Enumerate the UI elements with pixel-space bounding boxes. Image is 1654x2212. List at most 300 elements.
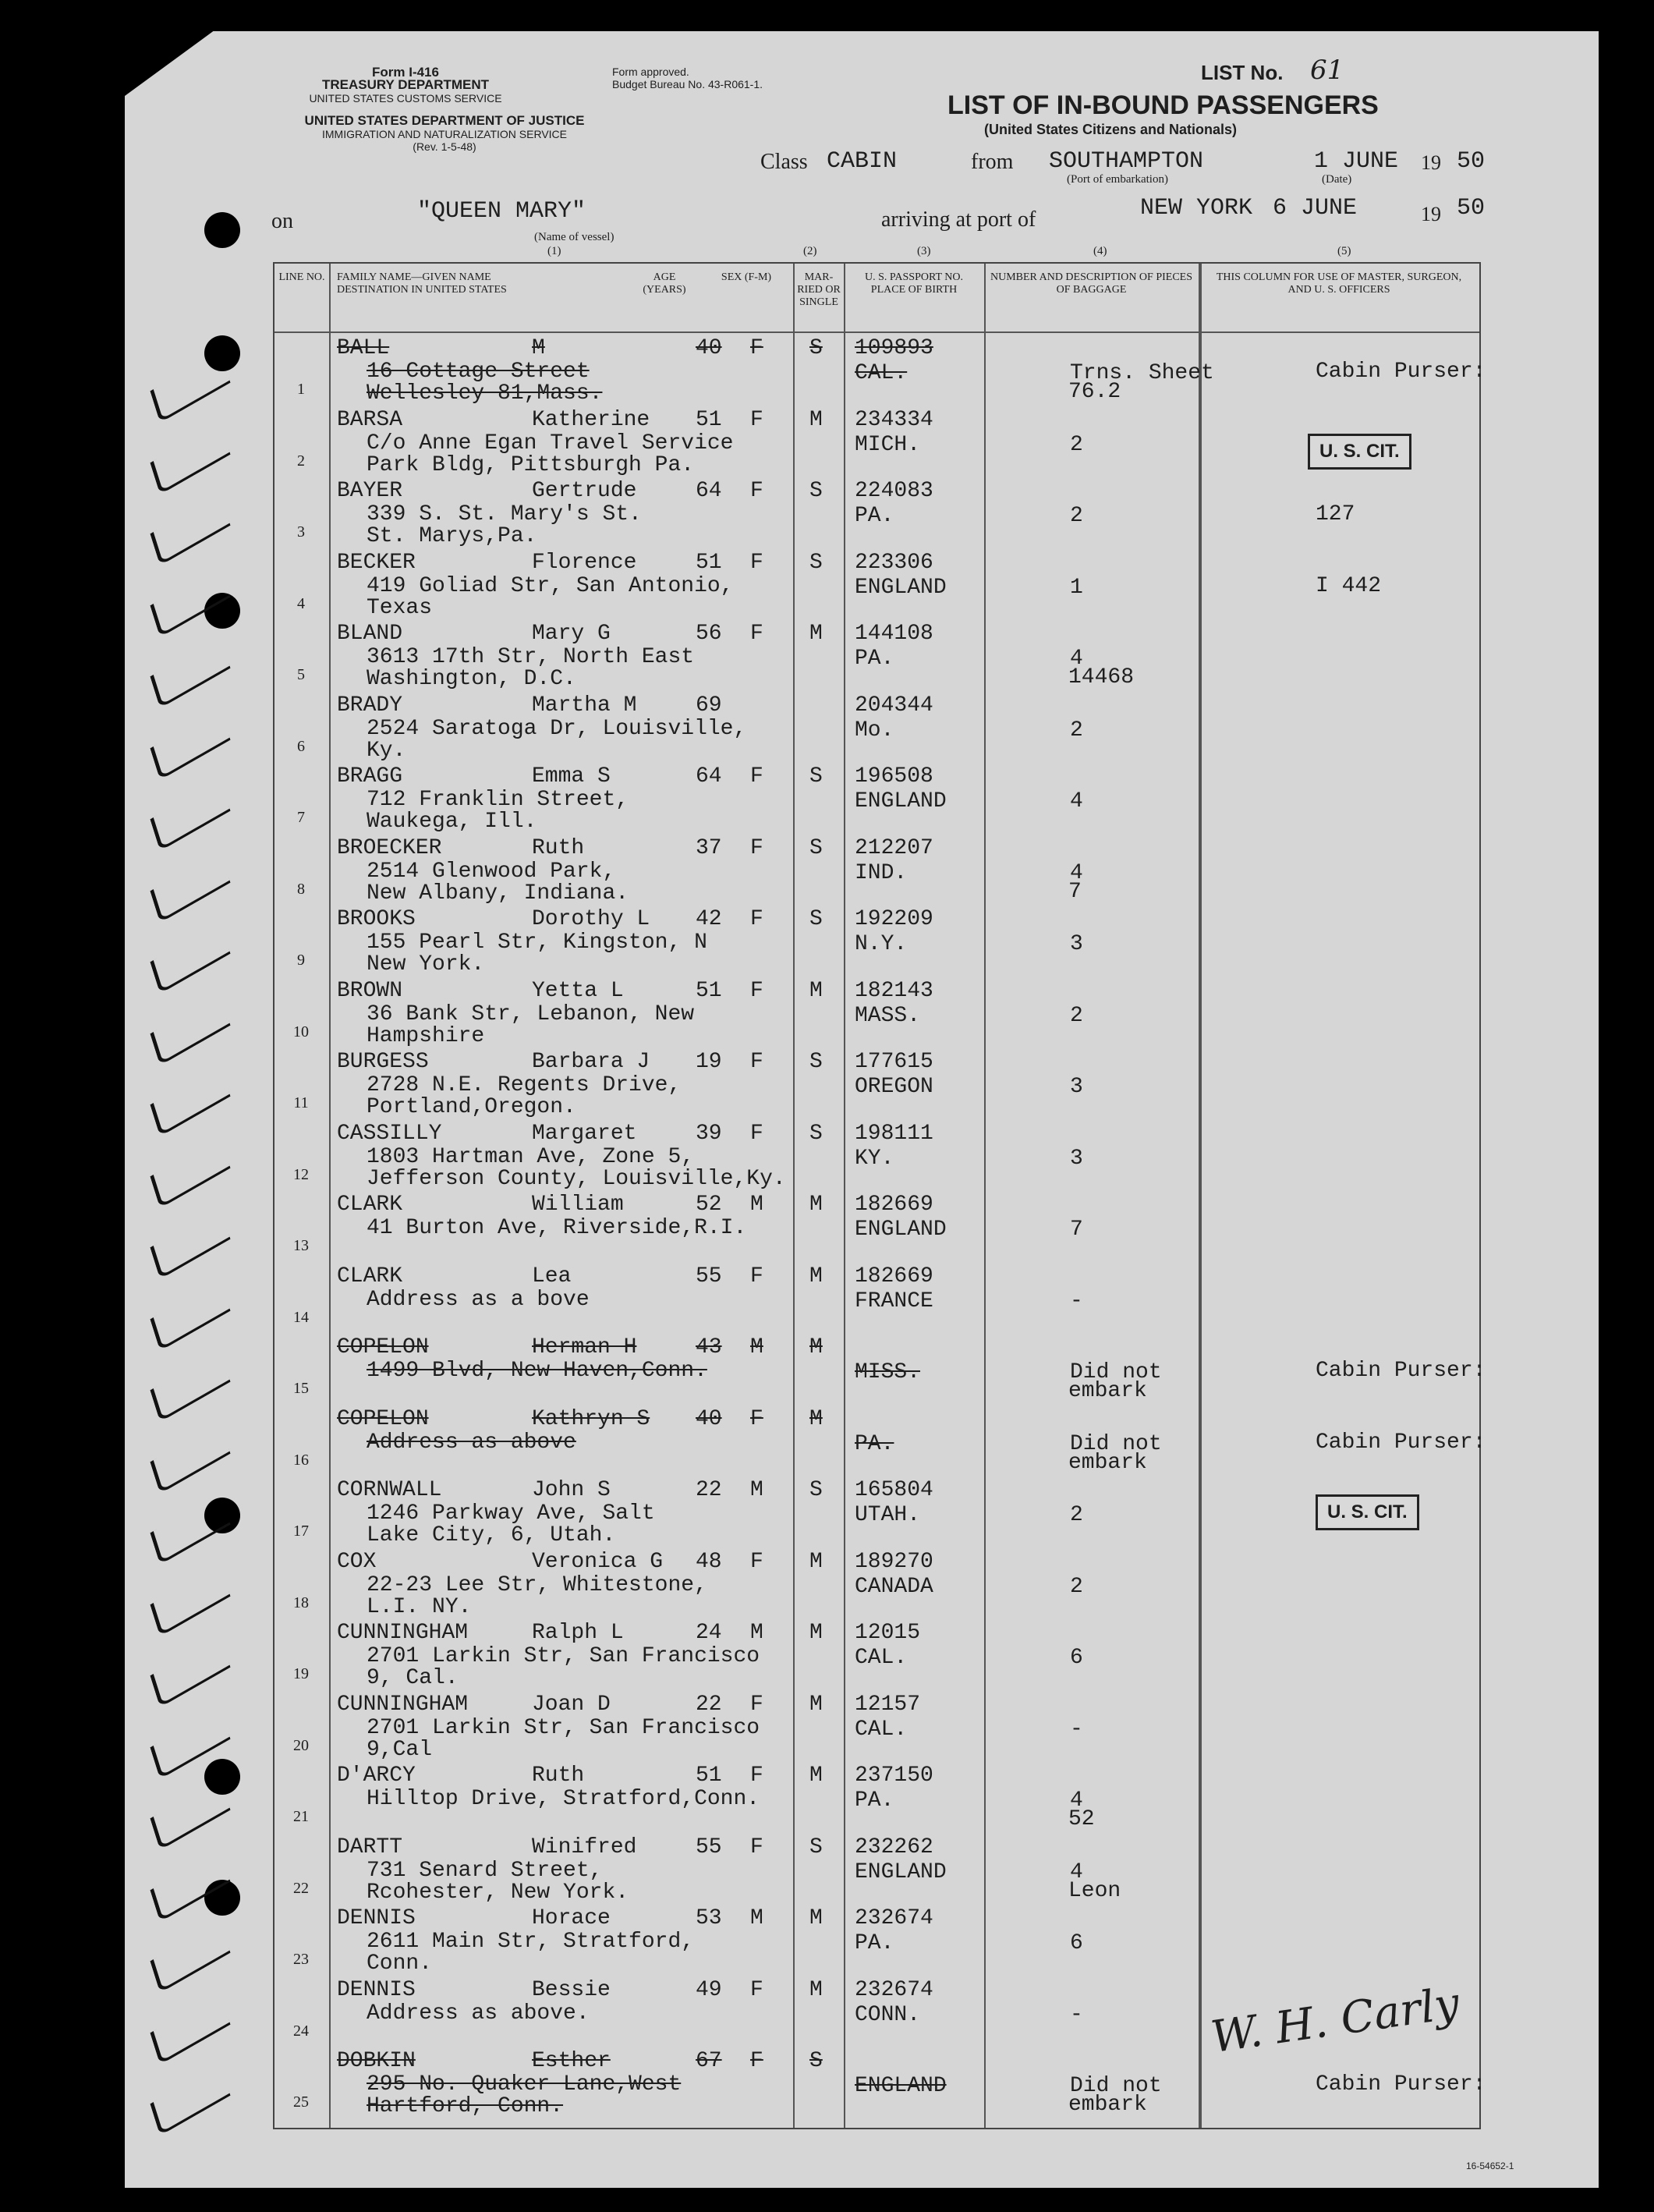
address-line-1: 2701 Larkin Str, San Francisco <box>367 1715 760 1740</box>
vessel-col-number: (1) <box>547 245 561 257</box>
line-number: 15 <box>293 1380 309 1397</box>
table-row <box>274 978 1479 1051</box>
address-line-1: 339 S. St. Mary's St. <box>367 502 642 526</box>
line-number: 14 <box>293 1308 309 1326</box>
surname: BRAGG <box>337 764 403 789</box>
place-of-birth: PA. <box>855 647 894 671</box>
table-row <box>274 335 1486 408</box>
age: 67 <box>696 2049 722 2073</box>
address-line-2: Jefferson County, Louisville,Ky. <box>367 1166 786 1191</box>
baggage: 2 <box>1070 1503 1083 1527</box>
baggage: 4 <box>1070 647 1083 671</box>
line-number: 25 <box>293 2093 309 2111</box>
address-line-1: 1499 Blvd, New Haven,Conn. <box>367 1359 707 1383</box>
line-number: 10 <box>293 1023 309 1040</box>
baggage-note: Leon <box>1068 1878 1121 1903</box>
passport-number: 224083 <box>855 479 933 503</box>
baggage: 2 <box>1070 1003 1083 1028</box>
line-number: 21 <box>293 1808 309 1825</box>
embark-date: 1 JUNE <box>1314 148 1399 175</box>
budget-bureau: Budget Bureau No. 43-R061-1. <box>612 78 763 90</box>
given-name: Martha M <box>532 693 637 718</box>
line-number: 24 <box>293 2022 309 2040</box>
line-number: 13 <box>293 1237 309 1254</box>
line-number: 7 <box>297 809 305 826</box>
marital-status: S <box>809 479 823 503</box>
baggage-note: 14468 <box>1068 665 1135 689</box>
given-name: Herman H <box>532 1335 637 1359</box>
sex: F <box>750 1549 763 1574</box>
age: 40 <box>696 1406 722 1431</box>
given-name: Margaret <box>532 1121 637 1146</box>
place-of-birth: CAL. <box>855 361 908 385</box>
marital-status: M <box>809 1406 823 1431</box>
baggage-note: embark <box>1068 2093 1147 2117</box>
surname: COPELON <box>337 1335 429 1359</box>
sex: F <box>750 1977 763 2002</box>
vessel-name: "QUEEN MARY" <box>417 198 586 225</box>
given-name: John S <box>532 1478 611 1502</box>
given-name: Horace <box>532 1906 611 1930</box>
baggage: 4 <box>1070 860 1083 885</box>
address-line-1: 419 Goliad Str, San Antonio, <box>367 573 734 598</box>
address-line-2: Hartford, Conn. <box>367 2094 564 2118</box>
sex: F <box>750 2049 763 2073</box>
line-number: 16 <box>293 1451 309 1469</box>
header-line-no: LINE NO. <box>278 271 325 283</box>
line-number: 9 <box>297 952 305 969</box>
baggage: 2 <box>1070 718 1083 743</box>
address-line-2: New Albany, Indiana. <box>367 881 629 906</box>
address-line-1: 1246 Parkway Ave, Salt <box>367 1501 655 1526</box>
line-number: 23 <box>293 1951 309 1968</box>
marital-status: S <box>809 1050 823 1074</box>
sex: F <box>750 978 763 1003</box>
age: 55 <box>696 1264 722 1289</box>
address-line-2: Park Bldg, Pittsburgh Pa. <box>367 452 695 477</box>
table-row <box>274 2048 1486 2121</box>
address-line-1: 2728 N.E. Regents Drive, <box>367 1073 682 1097</box>
surname: CLARK <box>337 1264 403 1289</box>
on-label: on <box>271 209 293 233</box>
place-of-birth: FRANCE <box>855 1289 933 1313</box>
officer-note: Cabin Purser: <box>1316 1359 1486 1383</box>
age: 37 <box>696 835 722 860</box>
sex: M <box>750 1906 763 1930</box>
address-line-1: 41 Burton Ave, Riverside,R.I. <box>367 1216 747 1240</box>
given-name: Kathryn S <box>532 1406 650 1431</box>
passport-number: 237150 <box>855 1764 933 1788</box>
line-number: 22 <box>293 1879 309 1897</box>
given-name: Esther <box>532 2049 611 2073</box>
baggage: Did not <box>1070 1360 1162 1384</box>
place-of-birth: ENGLAND <box>855 1859 947 1884</box>
age: 64 <box>696 479 722 503</box>
age: 55 <box>696 1834 722 1859</box>
date-caption: (Date) <box>1322 173 1352 186</box>
age: 22 <box>696 1478 722 1502</box>
place-of-birth: ENGLAND <box>855 789 947 814</box>
line-number: 5 <box>297 666 305 683</box>
from-label: from <box>971 150 1014 174</box>
marital-status: M <box>809 1977 823 2002</box>
place-of-birth: UTAH. <box>855 1503 921 1527</box>
surname: BRADY <box>337 693 403 718</box>
arrival-year-prefix: 19 <box>1421 203 1441 225</box>
given-name: Veronica G <box>532 1549 664 1574</box>
baggage-note: 76.2 <box>1068 380 1121 404</box>
marital-status: M <box>809 978 823 1003</box>
age: 43 <box>696 1335 722 1359</box>
col-number-3: (3) <box>917 245 931 257</box>
header-baggage: NUMBER AND DESCRIPTION OF PIECES OF BAGGAGE <box>990 271 1193 296</box>
place-of-birth: CANADA <box>855 1574 933 1599</box>
passport-number: 109893 <box>855 336 933 360</box>
baggage-note: embark <box>1068 1379 1147 1403</box>
address-line-1: 295 No. Quaker Lane,West <box>367 2072 682 2097</box>
sex: M <box>750 1621 763 1645</box>
surname: CUNNINGHAM <box>337 1621 469 1645</box>
marital-status: S <box>809 764 823 789</box>
passport-number: 189270 <box>855 1549 933 1574</box>
address-line-1: 2524 Saratoga Dr, Louisville, <box>367 716 747 741</box>
given-name: Florence <box>532 550 637 575</box>
age: 51 <box>696 1764 722 1788</box>
marital-status: M <box>809 407 823 432</box>
passport-number: 232262 <box>855 1834 933 1859</box>
marital-status: M <box>809 1692 823 1717</box>
passport-number: 177615 <box>855 1050 933 1074</box>
header-family-name: FAMILY NAME—GIVEN NAME DESTINATION IN UNITED STATES <box>337 271 507 296</box>
place-of-birth: PA. <box>855 504 894 528</box>
passport-number: 165804 <box>855 1478 933 1502</box>
sex: M <box>750 1478 763 1502</box>
marital-status: S <box>809 907 823 931</box>
age: 64 <box>696 764 722 789</box>
age: 24 <box>696 1621 722 1645</box>
officer-note: 127 <box>1316 502 1355 526</box>
baggage-note: embark <box>1068 1450 1147 1475</box>
place-of-birth: MASS. <box>855 1003 921 1028</box>
customs-service: UNITED STATES CUSTOMS SERVICE <box>309 92 502 105</box>
place-of-birth: Mo. <box>855 718 894 743</box>
baggage: 1 <box>1070 575 1083 600</box>
table-row <box>274 1763 1479 1835</box>
surname: BALL <box>337 336 390 360</box>
table-row <box>274 1121 1479 1193</box>
line-number: 8 <box>297 880 305 898</box>
address-line-2: Texas <box>367 595 433 620</box>
table-row <box>274 1192 1479 1264</box>
table-row <box>274 1905 1479 1978</box>
line-number: 17 <box>293 1523 309 1540</box>
us-citizen-stamp: U. S. CIT. <box>1316 1494 1419 1530</box>
given-name: Emma S <box>532 764 611 789</box>
sex: F <box>750 1834 763 1859</box>
vessel-caption: (Name of vessel) <box>534 231 614 243</box>
sex: F <box>750 550 763 575</box>
passport-number: 198111 <box>855 1121 933 1146</box>
address-line-1: 2701 Larkin Str, San Francisco <box>367 1644 760 1668</box>
form-approved: Form approved. <box>612 66 689 78</box>
table-row <box>274 1549 1479 1622</box>
line-number: 1 <box>297 381 305 398</box>
address-line-1: 22-23 Lee Str, Whitestone, <box>367 1572 707 1597</box>
sex: M <box>750 1335 763 1359</box>
arrival-date: 6 JUNE <box>1273 195 1358 222</box>
surname: D'ARCY <box>337 1764 416 1788</box>
revision: (Rev. 1-5-48) <box>413 140 476 153</box>
line-number: 18 <box>293 1593 309 1611</box>
age: 49 <box>696 1977 722 2002</box>
us-citizen-stamp: U. S. CIT. <box>1308 434 1411 470</box>
baggage: Did not <box>1070 2074 1162 2098</box>
marital-status: M <box>809 1906 823 1930</box>
baggage: 6 <box>1070 1646 1083 1670</box>
baggage: - <box>1070 1289 1083 1313</box>
col-number-5: (5) <box>1337 245 1351 257</box>
address-line-1: 712 Franklin Street, <box>367 788 629 812</box>
given-name: Yetta L <box>532 978 624 1003</box>
given-name: Katherine <box>532 407 650 432</box>
baggage: Did not <box>1070 1431 1162 1456</box>
age: 42 <box>696 907 722 931</box>
place-of-birth: MISS. <box>855 1360 921 1384</box>
age: 22 <box>696 1692 722 1717</box>
sex: F <box>750 336 763 360</box>
address-line-2: Waukega, Ill. <box>367 810 537 834</box>
age: 39 <box>696 1121 722 1146</box>
baggage: 4 <box>1070 1788 1083 1813</box>
surname: CORNWALL <box>337 1478 442 1502</box>
table-row <box>274 906 1479 979</box>
year-prefix: 19 <box>1421 151 1441 174</box>
place-of-birth: OREGON <box>855 1075 933 1099</box>
given-name: Winifred <box>532 1834 637 1859</box>
address-line-1: 2514 Glenwood Park, <box>367 859 616 884</box>
place-of-birth: PA. <box>855 1931 894 1955</box>
ins-service: IMMIGRATION AND NATURALIZATION SERVICE <box>322 128 567 140</box>
table-row <box>274 1477 1479 1550</box>
place-of-birth: ENGLAND <box>855 2074 947 2098</box>
class-value: CABIN <box>827 148 898 175</box>
sex: F <box>750 1121 763 1146</box>
place-of-birth: CAL. <box>855 1646 908 1670</box>
given-name: Gertrude <box>532 479 637 503</box>
baggage: 2 <box>1070 504 1083 528</box>
marital-status: M <box>809 1621 823 1645</box>
table-row <box>274 1406 1486 1479</box>
address-line-1: Hilltop Drive, Stratford,Conn. <box>367 1787 760 1811</box>
header-officers: THIS COLUMN FOR USE OF MASTER, SURGEON, AND U. S. OFFICERS <box>1216 271 1462 296</box>
passport-number: 144108 <box>855 622 933 646</box>
age: 19 <box>696 1050 722 1074</box>
address-line-1: C/o Anne Egan Travel Service <box>367 431 734 456</box>
place-of-birth: PA. <box>855 1431 894 1456</box>
passport-number: 223306 <box>855 550 933 575</box>
place-of-birth: IND. <box>855 860 908 885</box>
address-line-2: 9, Cal. <box>367 1666 459 1690</box>
baggage-note: 52 <box>1068 1807 1095 1831</box>
address-line-2: Conn. <box>367 1951 433 1976</box>
passport-number: 182669 <box>855 1264 933 1289</box>
age: 53 <box>696 1906 722 1930</box>
table-row <box>274 835 1479 908</box>
place-of-birth: N.Y. <box>855 932 908 956</box>
header-age: AGE (YEARS) <box>643 271 686 296</box>
marital-status: M <box>809 1549 823 1574</box>
place-of-birth: MICH. <box>855 432 921 457</box>
surname: DARTT <box>337 1834 403 1859</box>
given-name: Ruth <box>532 1764 585 1788</box>
line-number: 20 <box>293 1736 309 1754</box>
table-row <box>274 764 1479 836</box>
baggage: - <box>1070 2002 1083 2027</box>
passport-number: 234334 <box>855 407 933 432</box>
header-married: MAR-RIED OR SINGLE <box>797 271 841 308</box>
sex: F <box>750 1692 763 1717</box>
arriving-label: arriving at port of <box>881 207 1036 232</box>
place-of-birth: KY. <box>855 1146 894 1171</box>
sex: F <box>750 764 763 789</box>
line-number: 4 <box>297 594 305 612</box>
address-line-2: Wellesley 81,Mass. <box>367 381 603 406</box>
sex: M <box>750 1193 763 1217</box>
sex: F <box>750 479 763 503</box>
surname: DOBKIN <box>337 2049 416 2073</box>
passport-number: 196508 <box>855 764 933 789</box>
age: 51 <box>696 407 722 432</box>
sex: F <box>750 622 763 646</box>
line-number: 3 <box>297 523 305 541</box>
line-number: 2 <box>297 452 305 470</box>
age: 48 <box>696 1549 722 1574</box>
table-row <box>274 1264 1479 1336</box>
table-row <box>274 621 1479 693</box>
marital-status: S <box>809 550 823 575</box>
col-number-4: (4) <box>1093 245 1107 257</box>
table-row <box>274 1620 1479 1693</box>
marital-status: S <box>809 1121 823 1146</box>
address-line-1: Address as above. <box>367 2001 590 2026</box>
passport-number: 182669 <box>855 1193 933 1217</box>
given-name: William <box>532 1193 624 1217</box>
sex: F <box>750 1764 763 1788</box>
sex: F <box>750 1050 763 1074</box>
age: 56 <box>696 622 722 646</box>
address-line-1: 731 Senard Street, <box>367 1858 603 1883</box>
passport-number: 204344 <box>855 693 933 718</box>
passport-number: 192209 <box>855 907 933 931</box>
given-name: M <box>532 336 545 360</box>
address-line-2: New York. <box>367 952 485 977</box>
surname: DENNIS <box>337 1977 416 2002</box>
list-number: 61 <box>1310 55 1344 86</box>
surname: CASSILLY <box>337 1121 442 1146</box>
passport-number: 232674 <box>855 1977 933 2002</box>
baggage: 4 <box>1070 1859 1083 1884</box>
surname: BROECKER <box>337 835 442 860</box>
age: 51 <box>696 978 722 1003</box>
surname: COPELON <box>337 1406 429 1431</box>
marital-status: S <box>809 336 823 360</box>
baggage-note: 7 <box>1068 879 1082 904</box>
passport-number: 12015 <box>855 1621 921 1645</box>
baggage: 3 <box>1070 1075 1083 1099</box>
arrival-year: 50 <box>1457 195 1486 222</box>
baggage: 3 <box>1070 932 1083 956</box>
marital-status: M <box>809 622 823 646</box>
table-row <box>274 478 1479 551</box>
passport-number: 182143 <box>855 978 933 1003</box>
surname: COX <box>337 1549 377 1574</box>
address-line-2: Lake City, 6, Utah. <box>367 1523 616 1547</box>
address-line-1: 1803 Hartman Ave, Zone 5, <box>367 1144 695 1169</box>
baggage: Trns. Sheet <box>1070 361 1214 385</box>
table-row <box>274 1335 1486 1407</box>
form-number: Form I-416 <box>372 65 439 80</box>
sex: F <box>750 907 763 931</box>
baggage: 6 <box>1070 1931 1083 1955</box>
footer-code: 16-54652-1 <box>1466 2161 1514 2171</box>
place-of-birth: PA. <box>855 1788 894 1813</box>
address-line-2: 9,Cal <box>367 1737 433 1762</box>
baggage: 3 <box>1070 1146 1083 1171</box>
officer-note: Cabin Purser: <box>1316 2072 1486 2097</box>
surname: CLARK <box>337 1193 403 1217</box>
passenger-table <box>273 262 1486 2129</box>
baggage: 7 <box>1070 1218 1083 1242</box>
justice-dept: UNITED STATES DEPARTMENT OF JUSTICE <box>304 113 585 128</box>
given-name: Lea <box>532 1264 572 1289</box>
port-caption: (Port of embarkation) <box>1067 173 1168 186</box>
sex: F <box>750 1406 763 1431</box>
year-value: 50 <box>1457 148 1486 175</box>
place-of-birth: CAL. <box>855 1717 908 1742</box>
list-label: LIST No. <box>1201 61 1284 84</box>
sex: F <box>750 407 763 432</box>
age: 52 <box>696 1193 722 1217</box>
sex: F <box>750 835 763 860</box>
address-line-2: L.I. NY. <box>367 1594 472 1619</box>
baggage: 2 <box>1070 1574 1083 1599</box>
header-sex: SEX (F-M) <box>721 271 772 283</box>
officer-note: Cabin Purser: <box>1316 1430 1486 1455</box>
baggage: - <box>1070 1717 1083 1742</box>
marital-status: M <box>809 1764 823 1788</box>
given-name: Dorothy L <box>532 907 650 931</box>
col-number-2: (2) <box>803 245 817 257</box>
marital-status: S <box>809 2049 823 2073</box>
line-number: 19 <box>293 1665 309 1682</box>
officer-note: I 442 <box>1316 573 1382 598</box>
address-line-2: Washington, D.C. <box>367 667 576 691</box>
passport-number: 12157 <box>855 1692 921 1717</box>
address-line-1: 3613 17th Str, North East <box>367 645 695 669</box>
given-name: Barbara J <box>532 1050 650 1074</box>
baggage: 4 <box>1070 789 1083 814</box>
given-name: Joan D <box>532 1692 611 1717</box>
officer-note: Cabin Purser: <box>1316 360 1486 384</box>
surname: BARSA <box>337 407 403 432</box>
marital-status: M <box>809 1193 823 1217</box>
baggage: 2 <box>1070 432 1083 457</box>
address-line-2: Ky. <box>367 738 406 763</box>
address-line-1: 2611 Main Str, Stratford, <box>367 1930 695 1954</box>
place-of-birth: ENGLAND <box>855 575 947 600</box>
surname: CUNNINGHAM <box>337 1692 469 1717</box>
address-line-1: 16 Cottage Street <box>367 360 590 384</box>
